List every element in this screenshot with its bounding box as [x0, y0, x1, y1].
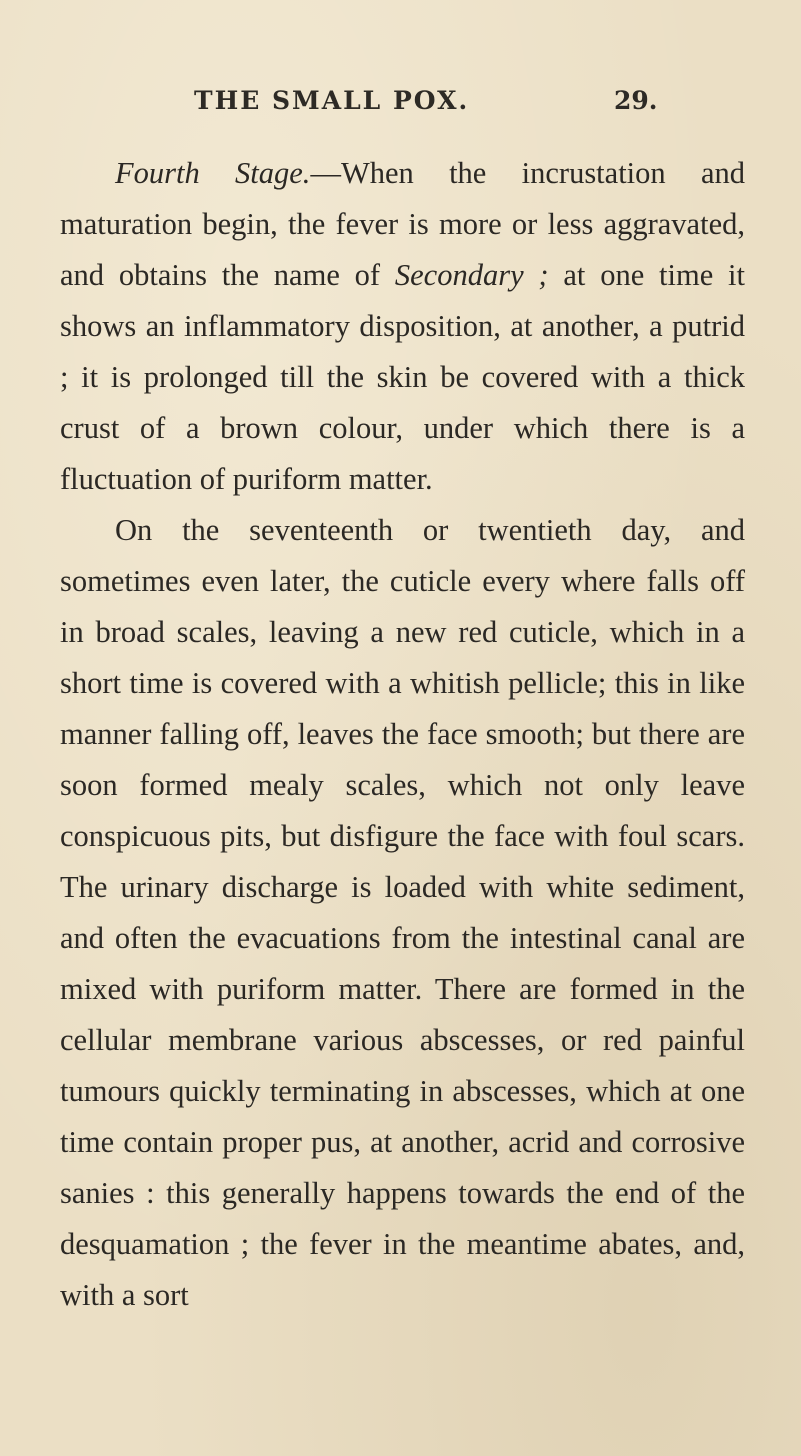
body-text: [60, 148, 745, 1321]
running-head: THE SMALL POX.: [194, 86, 470, 115]
paragraph-text: On the seventeenth or twentieth day, and sometimes even later, the cuticle every where falls off in broad scales, leaving a new red cuticle, which in a short time is covered with a whitish pellicle; this in like manner falling off, leaves the face smooth; but there are soon formed mealy scales, which not only leave conspicuous pits, but disfigure the face with foul scars. The urinary discharge is loaded with white sediment, and often the evacuations from the intestinal canal are mixed with puriform matter. There are formed in the cellular membrane various abscesses, or red painful tumours quickly terminating in abscesses, which at one time contain proper pus, at another, acrid and corrosive sanies : this generally happens towards the end of the desquamation ; the fever in the meantime abates, and, with a sort: [60, 513, 745, 1312]
paragraph-desquamation: [60, 505, 745, 1321]
stage-heading: Fourth Stage.: [115, 156, 311, 190]
page-header: [0, 86, 801, 126]
paragraph-text: —When the incrustation and maturation begin, the fever is more or less aggravated, and obtains the name of: [60, 156, 745, 292]
emphasis-term: Secondary ;: [394, 258, 549, 292]
paragraph-text: at one time it shows an inflammatory disposition, at another, a putrid ; it is prolonged till the skin be covered with a thick crust of a brown colour, under which there is a fluctuation of puriform matter.: [60, 258, 745, 496]
page-number: 29.: [614, 86, 658, 115]
paragraph-fourth-stage: [60, 148, 745, 505]
